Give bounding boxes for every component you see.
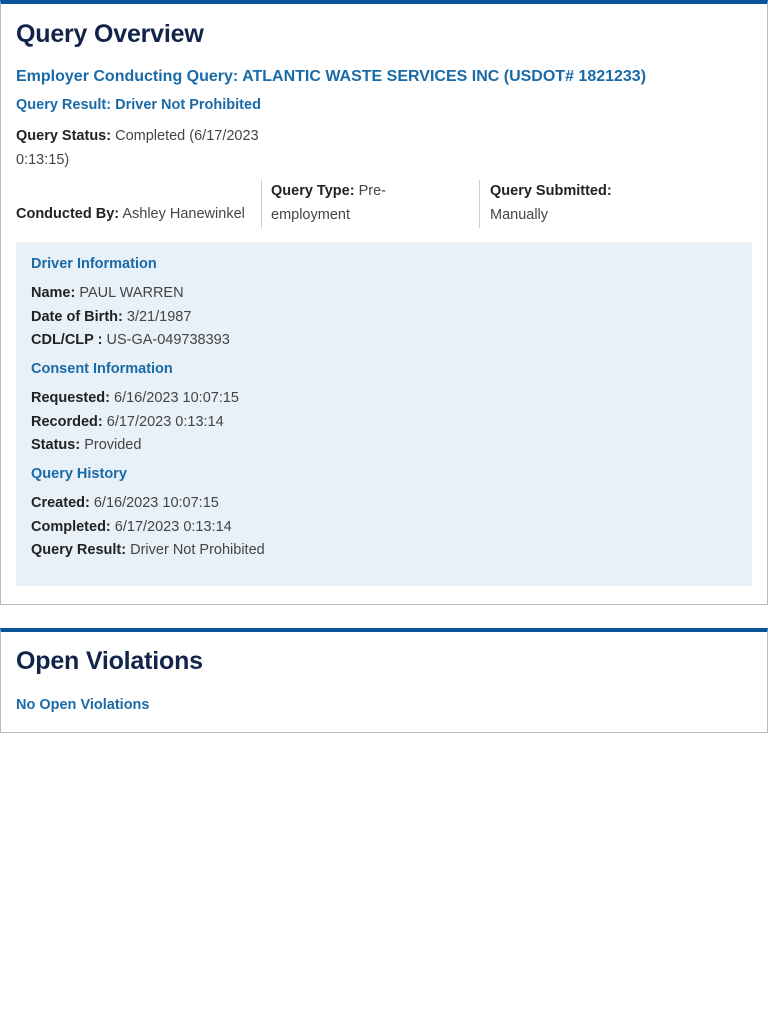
consent-recorded-value: 6/17/2023 0:13:14 — [106, 413, 224, 430]
driver-cdl-label: CDL/CLP : — [31, 332, 103, 348]
query-status-label: Query Status: — [16, 128, 112, 144]
conducted-by-label: Conducted By: — [16, 206, 120, 222]
employer-conducting-query: Employer Conducting Query: ATLANTIC WASTE SERVICES INC (USDOT# 1821233) — [16, 68, 647, 85]
query-type-label: Query Type: — [271, 183, 355, 199]
query-history-heading: Query History — [31, 466, 127, 482]
consent-status-label: Status: — [31, 437, 81, 453]
conducted-by — [16, 180, 262, 228]
history-created — [31, 492, 265, 516]
query-status-value-line2: 0:13:15) — [16, 151, 70, 168]
consent-requested — [31, 387, 239, 411]
consent-status — [31, 434, 239, 458]
query-info-row — [16, 180, 756, 228]
query-result-summary: Query Result: Driver Not Prohibited — [16, 97, 261, 113]
consent-requested-label: Requested: — [31, 390, 110, 406]
open-violations-panel — [0, 628, 768, 733]
driver-cdl — [31, 329, 230, 353]
query-submitted-label: Query Submitted: — [490, 183, 612, 199]
history-query-result-label: Query Result: — [31, 542, 127, 558]
history-query-result — [31, 539, 265, 563]
driver-name-label: Name: — [31, 285, 76, 301]
query-status-value-line1: Completed (6/17/2023 — [115, 128, 259, 144]
open-violations-title: Open Violations — [16, 647, 203, 675]
history-created-label: Created: — [31, 495, 90, 511]
consent-status-value: Provided — [84, 437, 142, 453]
consent-recorded-label: Recorded: — [31, 413, 103, 430]
history-completed-value: 6/17/2023 0:13:14 — [114, 518, 232, 535]
driver-dob-value: 3/21/1987 — [126, 308, 192, 325]
open-violations-message: No Open Violations — [16, 697, 150, 713]
driver-information-list — [31, 282, 230, 353]
consent-requested-value: 6/16/2023 10:07:15 — [114, 390, 239, 406]
query-overview-title: Query Overview — [16, 20, 204, 48]
history-created-value: 6/16/2023 10:07:15 — [93, 495, 219, 511]
history-completed — [31, 516, 265, 540]
query-submitted-value: Manually — [490, 206, 549, 223]
consent-information-list — [31, 387, 239, 458]
driver-information-heading: Driver Information — [31, 256, 157, 272]
query-history-list — [31, 492, 265, 563]
query-type-value-line1: Pre- — [358, 183, 386, 199]
query-submitted — [490, 180, 740, 228]
driver-dob — [31, 306, 230, 330]
driver-name — [31, 282, 230, 306]
consent-recorded — [31, 411, 239, 435]
query-details-box — [16, 242, 752, 586]
driver-cdl-value: US-GA-049738393 — [106, 332, 230, 348]
driver-dob-label: Date of Birth: — [31, 308, 123, 325]
query-type — [271, 180, 480, 228]
driver-name-value: PAUL WARREN — [79, 285, 184, 301]
conducted-by-value: Ashley Hanewinkel — [122, 206, 245, 222]
query-type-value-line2: employment — [271, 206, 350, 223]
history-query-result-value: Driver Not Prohibited — [130, 542, 265, 558]
query-status — [16, 125, 276, 172]
history-completed-label: Completed: — [31, 518, 111, 535]
consent-information-heading: Consent Information — [31, 361, 173, 377]
